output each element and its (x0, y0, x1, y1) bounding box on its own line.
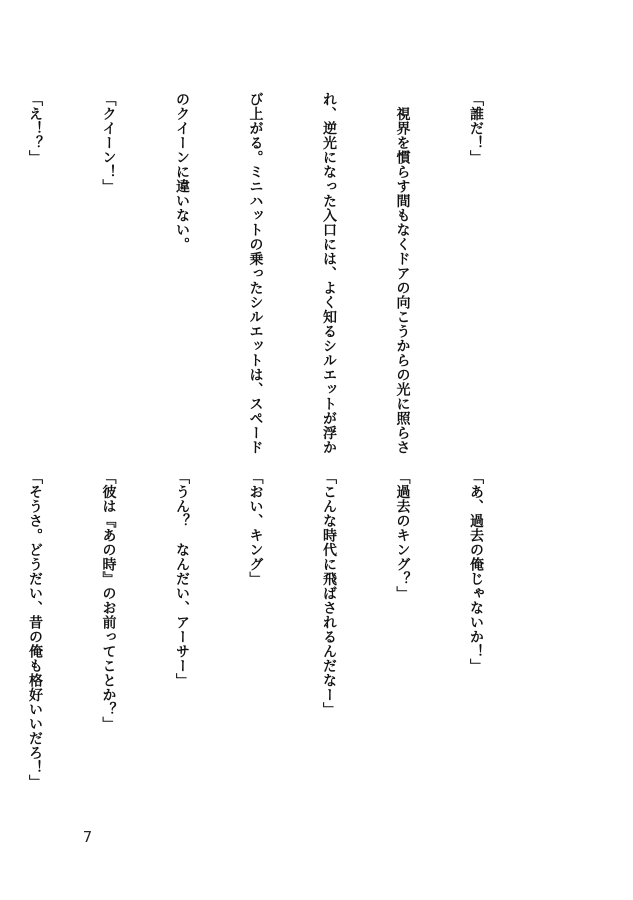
page-number: 7 (83, 828, 93, 846)
text-line: 「彼は『あの時』のお前ってことか？」 (100, 470, 117, 731)
text-block-top (0, 92, 537, 455)
text-block-bottom (0, 470, 537, 789)
text-line: び上がる。ミニハットの乗ったシルエットは、スペード (247, 92, 264, 455)
text-line: 「そうさ。どうだい、昔の俺も格好いいだろ！」 (27, 470, 43, 789)
text-line: 「おい、キング」 (247, 470, 264, 586)
text-line: 「うん？ なんだい、アーサー」 (174, 470, 190, 688)
text-line: 「誰だ！」 (468, 92, 484, 165)
text-line: のクイーンに違いない。 (174, 92, 190, 252)
text-line: 「クイーン！」 (100, 92, 117, 194)
text-line: 視界を慣らす間もなくドアの向こうからの光に照らさ (394, 92, 411, 455)
text-line: 「こんな時代に飛ばされるんだなー」 (321, 470, 337, 717)
text-line: れ、逆光になった入口には、よく知るシルエットが浮か (321, 92, 337, 455)
text-line: 「過去のキング？」 (394, 470, 411, 601)
text-line: 「え！？」 (27, 92, 43, 165)
text-line: 「あ、過去の俺じゃないか！」 (468, 470, 484, 673)
